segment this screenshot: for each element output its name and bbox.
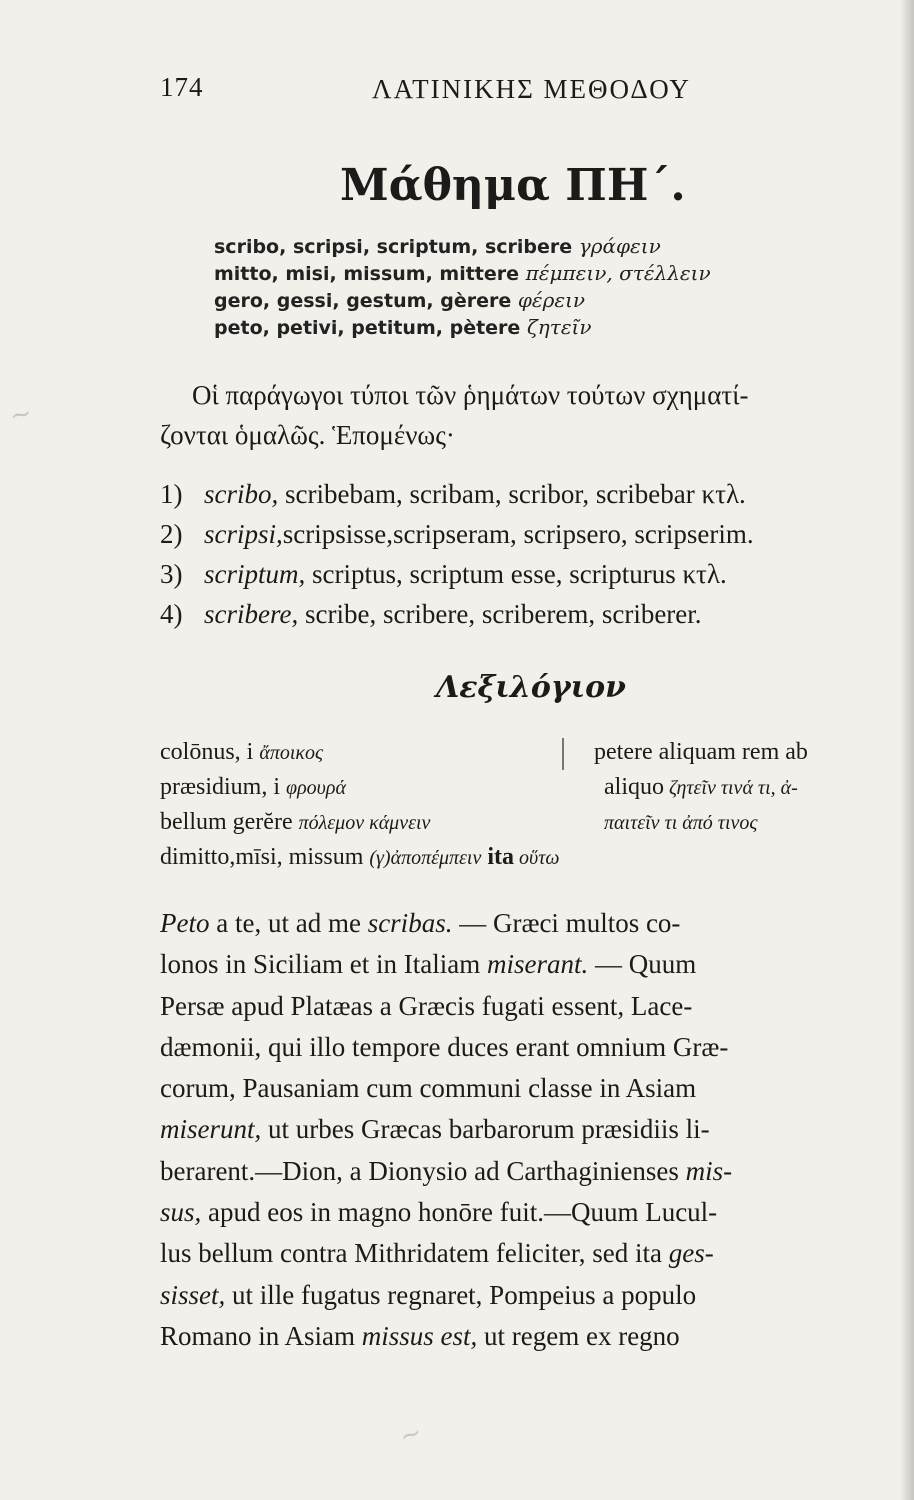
text-line-content: [160, 1151, 732, 1192]
text-segment: Persæ apud Platæas a Græcis fugati essent, Lace-: [160, 990, 693, 1021]
text-line: [160, 1233, 900, 1274]
form-stem: scribere,: [204, 599, 299, 629]
text-line: [160, 1151, 900, 1192]
text-segment: ut ille fugatus regnaret, Pompeius a populo: [225, 1279, 697, 1310]
lesson-title: Μάθημα ΠΗ΄.: [340, 160, 686, 211]
vocabulary-heading: Λεξιλόγιον: [436, 670, 626, 705]
italic-word: sisset,: [160, 1279, 226, 1310]
text-line: [160, 1109, 900, 1150]
text-line: [160, 1068, 900, 1109]
running-head: [160, 72, 880, 112]
text-line: [160, 1027, 900, 1068]
form-number: 4): [160, 599, 183, 629]
text-line-content: [160, 1027, 728, 1068]
italic-word: sus,: [160, 1197, 202, 1228]
form-number: 2): [160, 519, 183, 549]
text-line: [160, 1192, 900, 1233]
text-line-content: [160, 986, 692, 1027]
text-segment: a te, ut ad me: [209, 908, 368, 938]
vocab-entry: [160, 840, 600, 875]
vocab-latin-extra: ita: [481, 844, 515, 870]
text-segment: berarent.—Dion, a Dionysio ad Carthaginienses: [160, 1155, 686, 1186]
verb-latin: gero, gessi, gestum, gèrere: [214, 290, 512, 312]
margin-scribble: ~: [7, 398, 35, 432]
form-stem: scribo,: [204, 479, 279, 509]
text-line-content: [160, 1068, 696, 1109]
verb-line: [214, 314, 854, 341]
vocab-latin: aliquo: [604, 774, 664, 800]
verb-latin: scribo, scripsi, scriptum, scribere: [214, 236, 573, 258]
form-rest: scribebam, scribam, scribor, scribebar κτλ.: [278, 479, 746, 509]
header-title: ΛΑΤΙΝΙΚΗΣ ΜΕΘΟΔΟΥ: [372, 74, 691, 104]
text-line-content: [160, 1275, 696, 1316]
text-segment: — Quum: [588, 949, 697, 980]
italic-word: scribas.: [367, 908, 453, 938]
verb-principal-parts: [214, 233, 854, 341]
text-segment: corum, Pausaniam cum communi classe in Asiam: [160, 1073, 697, 1104]
vocab-entry: [594, 770, 894, 805]
vocab-divider: [562, 738, 564, 770]
form-number: 1): [160, 479, 183, 509]
italic-word: mis-: [685, 1155, 733, 1186]
text-segment: apud eos in magno honōre fuit.—Quum Lucul-: [201, 1197, 718, 1228]
verb-greek: γράφειν: [578, 234, 661, 258]
vocab-greek-extra: οὕτω: [514, 847, 560, 869]
form-row: [160, 474, 905, 514]
intro-paragraph: [160, 375, 900, 455]
bottom-scribble: ~: [395, 1417, 427, 1453]
form-row: [160, 514, 905, 554]
form-row: [160, 594, 905, 634]
vocab-latin: præsidium, i: [160, 774, 281, 800]
exercise-text: [160, 903, 900, 1357]
vocab-greek: (γ)ἀποπέμπειν: [369, 847, 482, 869]
derived-forms-list: [160, 474, 905, 634]
form-row: [160, 554, 905, 594]
vocab-greek: ἄποικος: [259, 742, 324, 764]
italic-word: miserant.: [486, 949, 589, 980]
intro-line: ζονται ὁμαλῶς. Ἑπομένως·: [160, 420, 455, 450]
text-line-content: [160, 1192, 717, 1233]
vocab-greek: παιτεῖν τι ἀπό τινος: [604, 812, 758, 834]
vocab-entry: [594, 735, 894, 770]
text-line: [160, 986, 900, 1027]
form-rest: scripsisse,scripseram, scripsero, scripserim.: [282, 519, 754, 549]
italic-word: ges-: [668, 1238, 714, 1269]
form-number: 3): [160, 559, 183, 589]
form-stem: scripsi,: [204, 519, 283, 549]
verb-greek: ζητεῖν: [526, 315, 592, 339]
form-stem: scriptum,: [204, 559, 306, 589]
text-line: [160, 1316, 900, 1357]
vocabulary-left-column: [160, 735, 600, 875]
text-line-content: [160, 1316, 680, 1357]
vocab-latin: bellum gerĕre: [160, 809, 293, 835]
vocab-greek: ζητεῖν τινά τι, ἀ-: [664, 777, 798, 799]
verb-greek: πέμπειν, στέλλειν: [525, 261, 711, 285]
text-segment: lonos in Siciliam et in Italiam: [160, 949, 487, 980]
verb-greek: φέρειν: [517, 288, 586, 312]
text-line: [160, 1275, 900, 1316]
verb-latin: mitto, misi, missum, mittere: [214, 263, 520, 285]
text-segment: dæmonii, qui illo tempore duces erant omnium Græ-: [160, 1031, 729, 1062]
text-line-content: [160, 1109, 710, 1150]
vocab-greek: πόλεμον κάμνειν: [298, 812, 431, 834]
vocabulary-right-column: [594, 735, 894, 840]
text-line-content: [160, 1233, 714, 1274]
verb-line: [214, 287, 854, 314]
page-number: 174: [160, 72, 204, 102]
vocab-entry: [160, 805, 600, 840]
vocab-entry: [160, 770, 600, 805]
text-segment: lus bellum contra Mithridatem feliciter, sed ita: [160, 1238, 669, 1269]
vocab-latin: petere aliquam rem ab: [594, 739, 808, 765]
intro-line: Οἱ παράγωγοι τύποι τῶν ῥημάτων τούτων σχηματί-: [192, 380, 749, 410]
text-segment: ut urbes Græcas barbarorum præsidiis li-: [261, 1114, 710, 1145]
vocab-greek: φρουρά: [286, 777, 346, 799]
text-segment: ut regem ex regno: [477, 1320, 680, 1351]
text-line: [160, 903, 900, 944]
text-line-content: [160, 944, 696, 985]
verb-line: [214, 233, 854, 260]
vocab-entry: [594, 805, 894, 840]
text-line-content: [160, 903, 680, 944]
page-edge-shadow: [900, 0, 914, 1500]
vocab-latin: dimitto,mīsi, missum: [160, 844, 364, 870]
italic-word: Peto: [160, 908, 210, 938]
text-segment: — Græci multos co-: [452, 908, 681, 938]
form-rest: scriptus, scriptum esse, scripturus κτλ.: [305, 559, 727, 589]
text-line: [160, 944, 900, 985]
form-rest: scribe, scribere, scriberem, scriberer.: [298, 599, 702, 629]
italic-word: miserunt,: [160, 1114, 262, 1145]
italic-word: missus est,: [361, 1320, 478, 1351]
verb-line: [214, 260, 854, 287]
text-segment: Romano in Asiam: [160, 1320, 362, 1351]
vocab-entry: [160, 735, 600, 770]
verb-latin: peto, petivi, petitum, pètere: [214, 317, 521, 339]
vocab-latin: colōnus, i: [160, 739, 254, 765]
